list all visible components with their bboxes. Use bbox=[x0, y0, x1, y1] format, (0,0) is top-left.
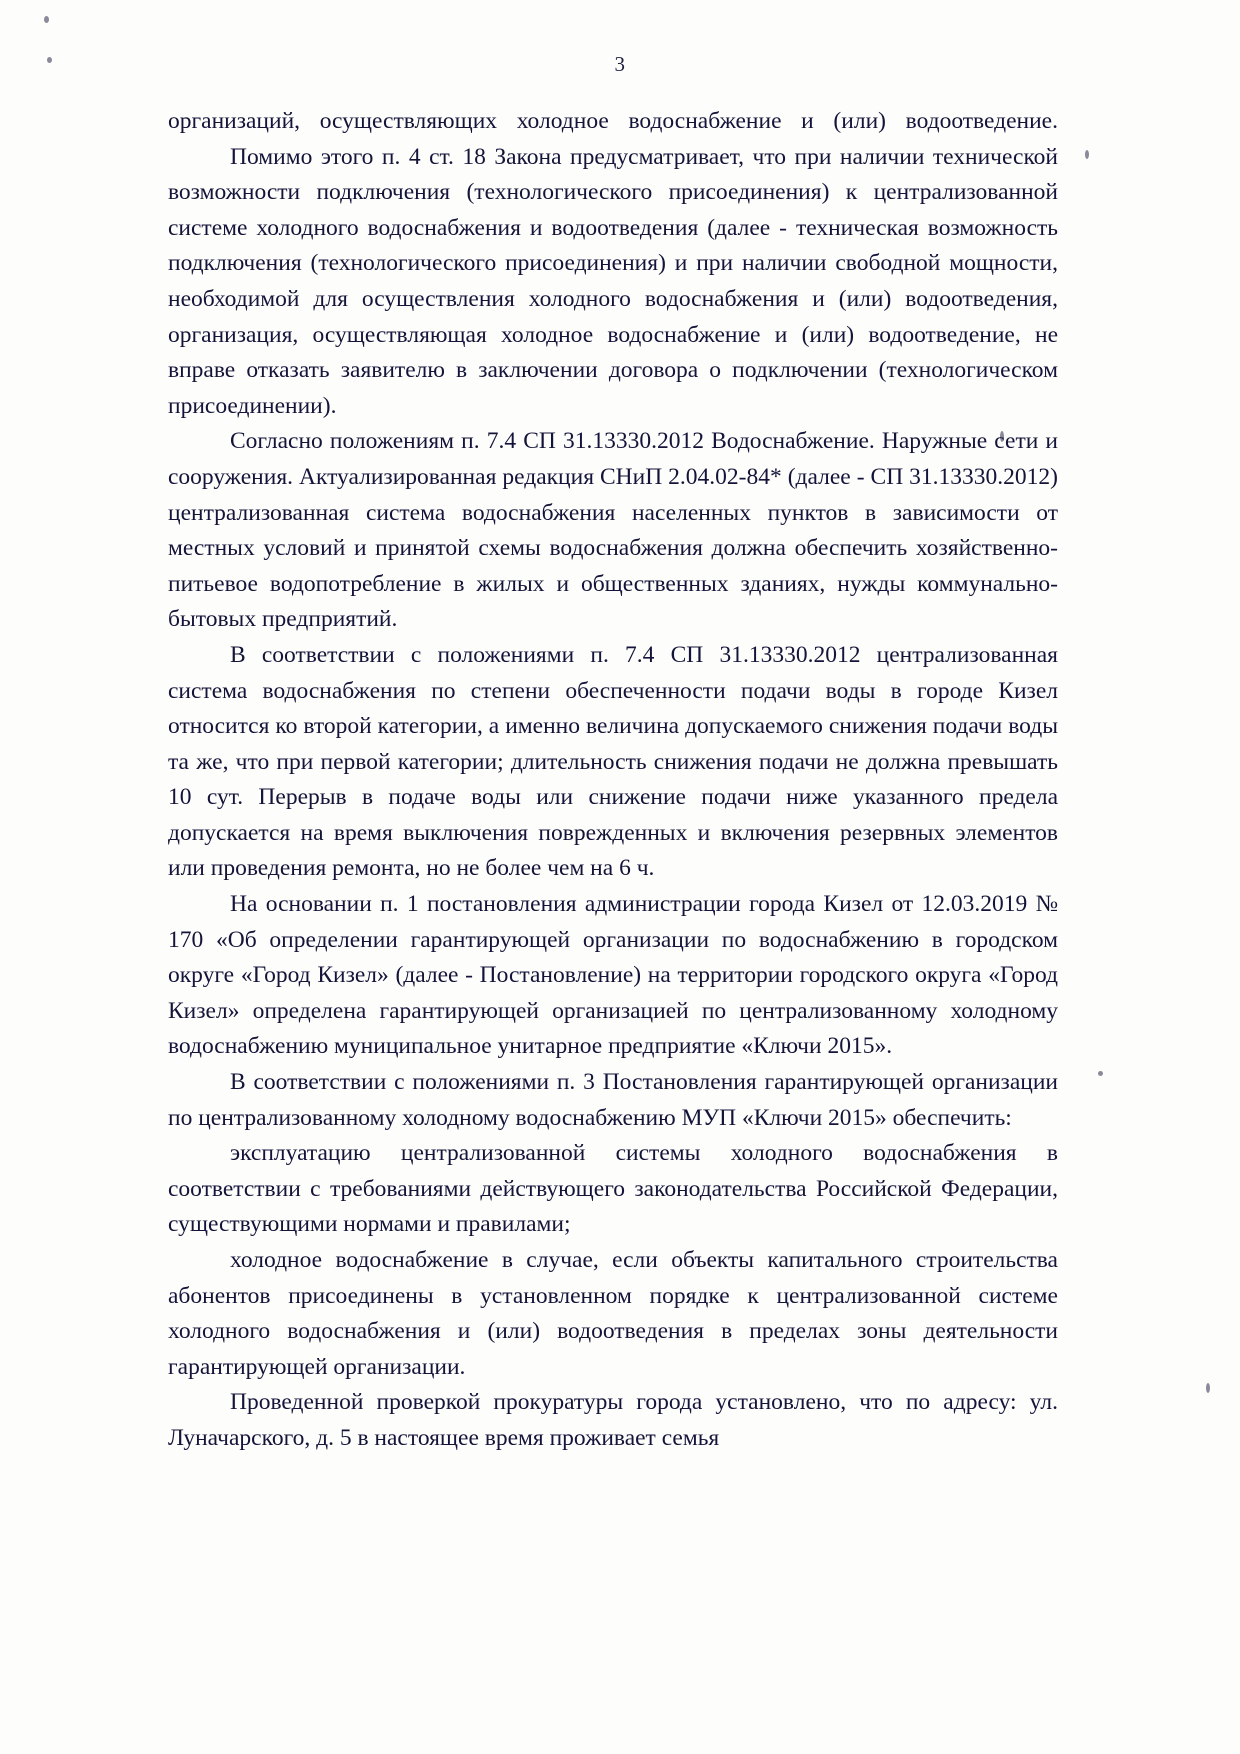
paragraph: В соответствии с положениями п. 7.4 СП 31.13330.2012 централизованная система водоснабжения по степени обеспеченности подачи воды в городе Кизел относится ко второй категории, а именно величина допускаемого снижения подачи воды та же, что при первой категории; длительность снижения подачи не должна превышать 10 сут. Перерыв в подаче воды или снижение подачи ниже указанного предела допускается на время выключения поврежденных и включения резервных элементов или проведения ремонта, но не более чем на 6 ч. bbox=[168, 641, 1058, 882]
paragraph: На основании п. 1 постановления администрации города Кизел от 12.03.2019 № 170 «Об определении гарантирующей организации по водоснабжению в городском округе «Город Кизел» (далее - Постановление) на территории городского округа «Город Кизел» определена гарантирующей организацией по централизованному холодному водоснабжению муниципальное унитарное предприятие «Ключи 2015». bbox=[168, 891, 1058, 1060]
page-number: 3 bbox=[614, 52, 626, 76]
document-body bbox=[168, 104, 1058, 1457]
paragraph: Помимо этого п. 4 ст. 18 Закона предусматривает, что при наличии технической возможности подключения (технологического присоединения) к централизованной системе холодного водоснабжения и водоотведения (далее - техническая возможность подключения (технологического присоединения) и при наличии свободной мощности, необходимой для осуществления холодного водоснабжения и (или) водоотведения, организация, осуществляющая холодное водоснабжение и (или) водоотведение, не вправе отказать заявителю в заключении договора о подключении (технологическом присоединении). bbox=[168, 143, 1058, 419]
paragraph: организаций, осуществляющих холодное водоснабжение и (или) водоотведение. bbox=[168, 108, 1058, 134]
paragraph: Согласно положениям п. 7.4 СП 31.13330.2012 Водоснабжение. Наружные сети и сооружения. Актуализированная редакция СНиП 2.04.02-84* (далее - СП 31.13330.2012) централизованная система водоснабжения населенных пунктов в зависимости от местных условий и принятой схемы водоснабжения должна обеспечить хозяйственно-питьевое водопотребление в жилых и общественных зданиях, нужды коммунально-бытовых предприятий. bbox=[168, 428, 1058, 633]
scan-speck bbox=[1206, 1383, 1210, 1393]
scan-speck bbox=[1098, 1071, 1103, 1076]
paragraph: Проведенной проверкой прокуратуры города установлено, что по адресу: ул. Луначарского, д. 5 в настоящее время проживает семья bbox=[168, 1389, 1058, 1451]
scan-speck bbox=[44, 16, 49, 23]
scan-speck bbox=[1085, 150, 1089, 159]
paragraph: В соответствии с положениями п. 3 Постановления гарантирующей организации по централизованному холодному водоснабжению МУП «Ключи 2015» обеспечить: bbox=[168, 1069, 1058, 1131]
paragraph: эксплуатацию централизованной системы холодного водоснабжения в соответствии с требованиями действующего законодательства Российской Федерации, существующими нормами и правилами; bbox=[168, 1140, 1058, 1238]
paragraph: холодное водоснабжение в случае, если объекты капитального строительства абонентов присоединены в установленном порядке к централизованной системе холодного водоснабжения и (или) водоотведения в пределах зоны деятельности гарантирующей организации. bbox=[168, 1247, 1058, 1380]
